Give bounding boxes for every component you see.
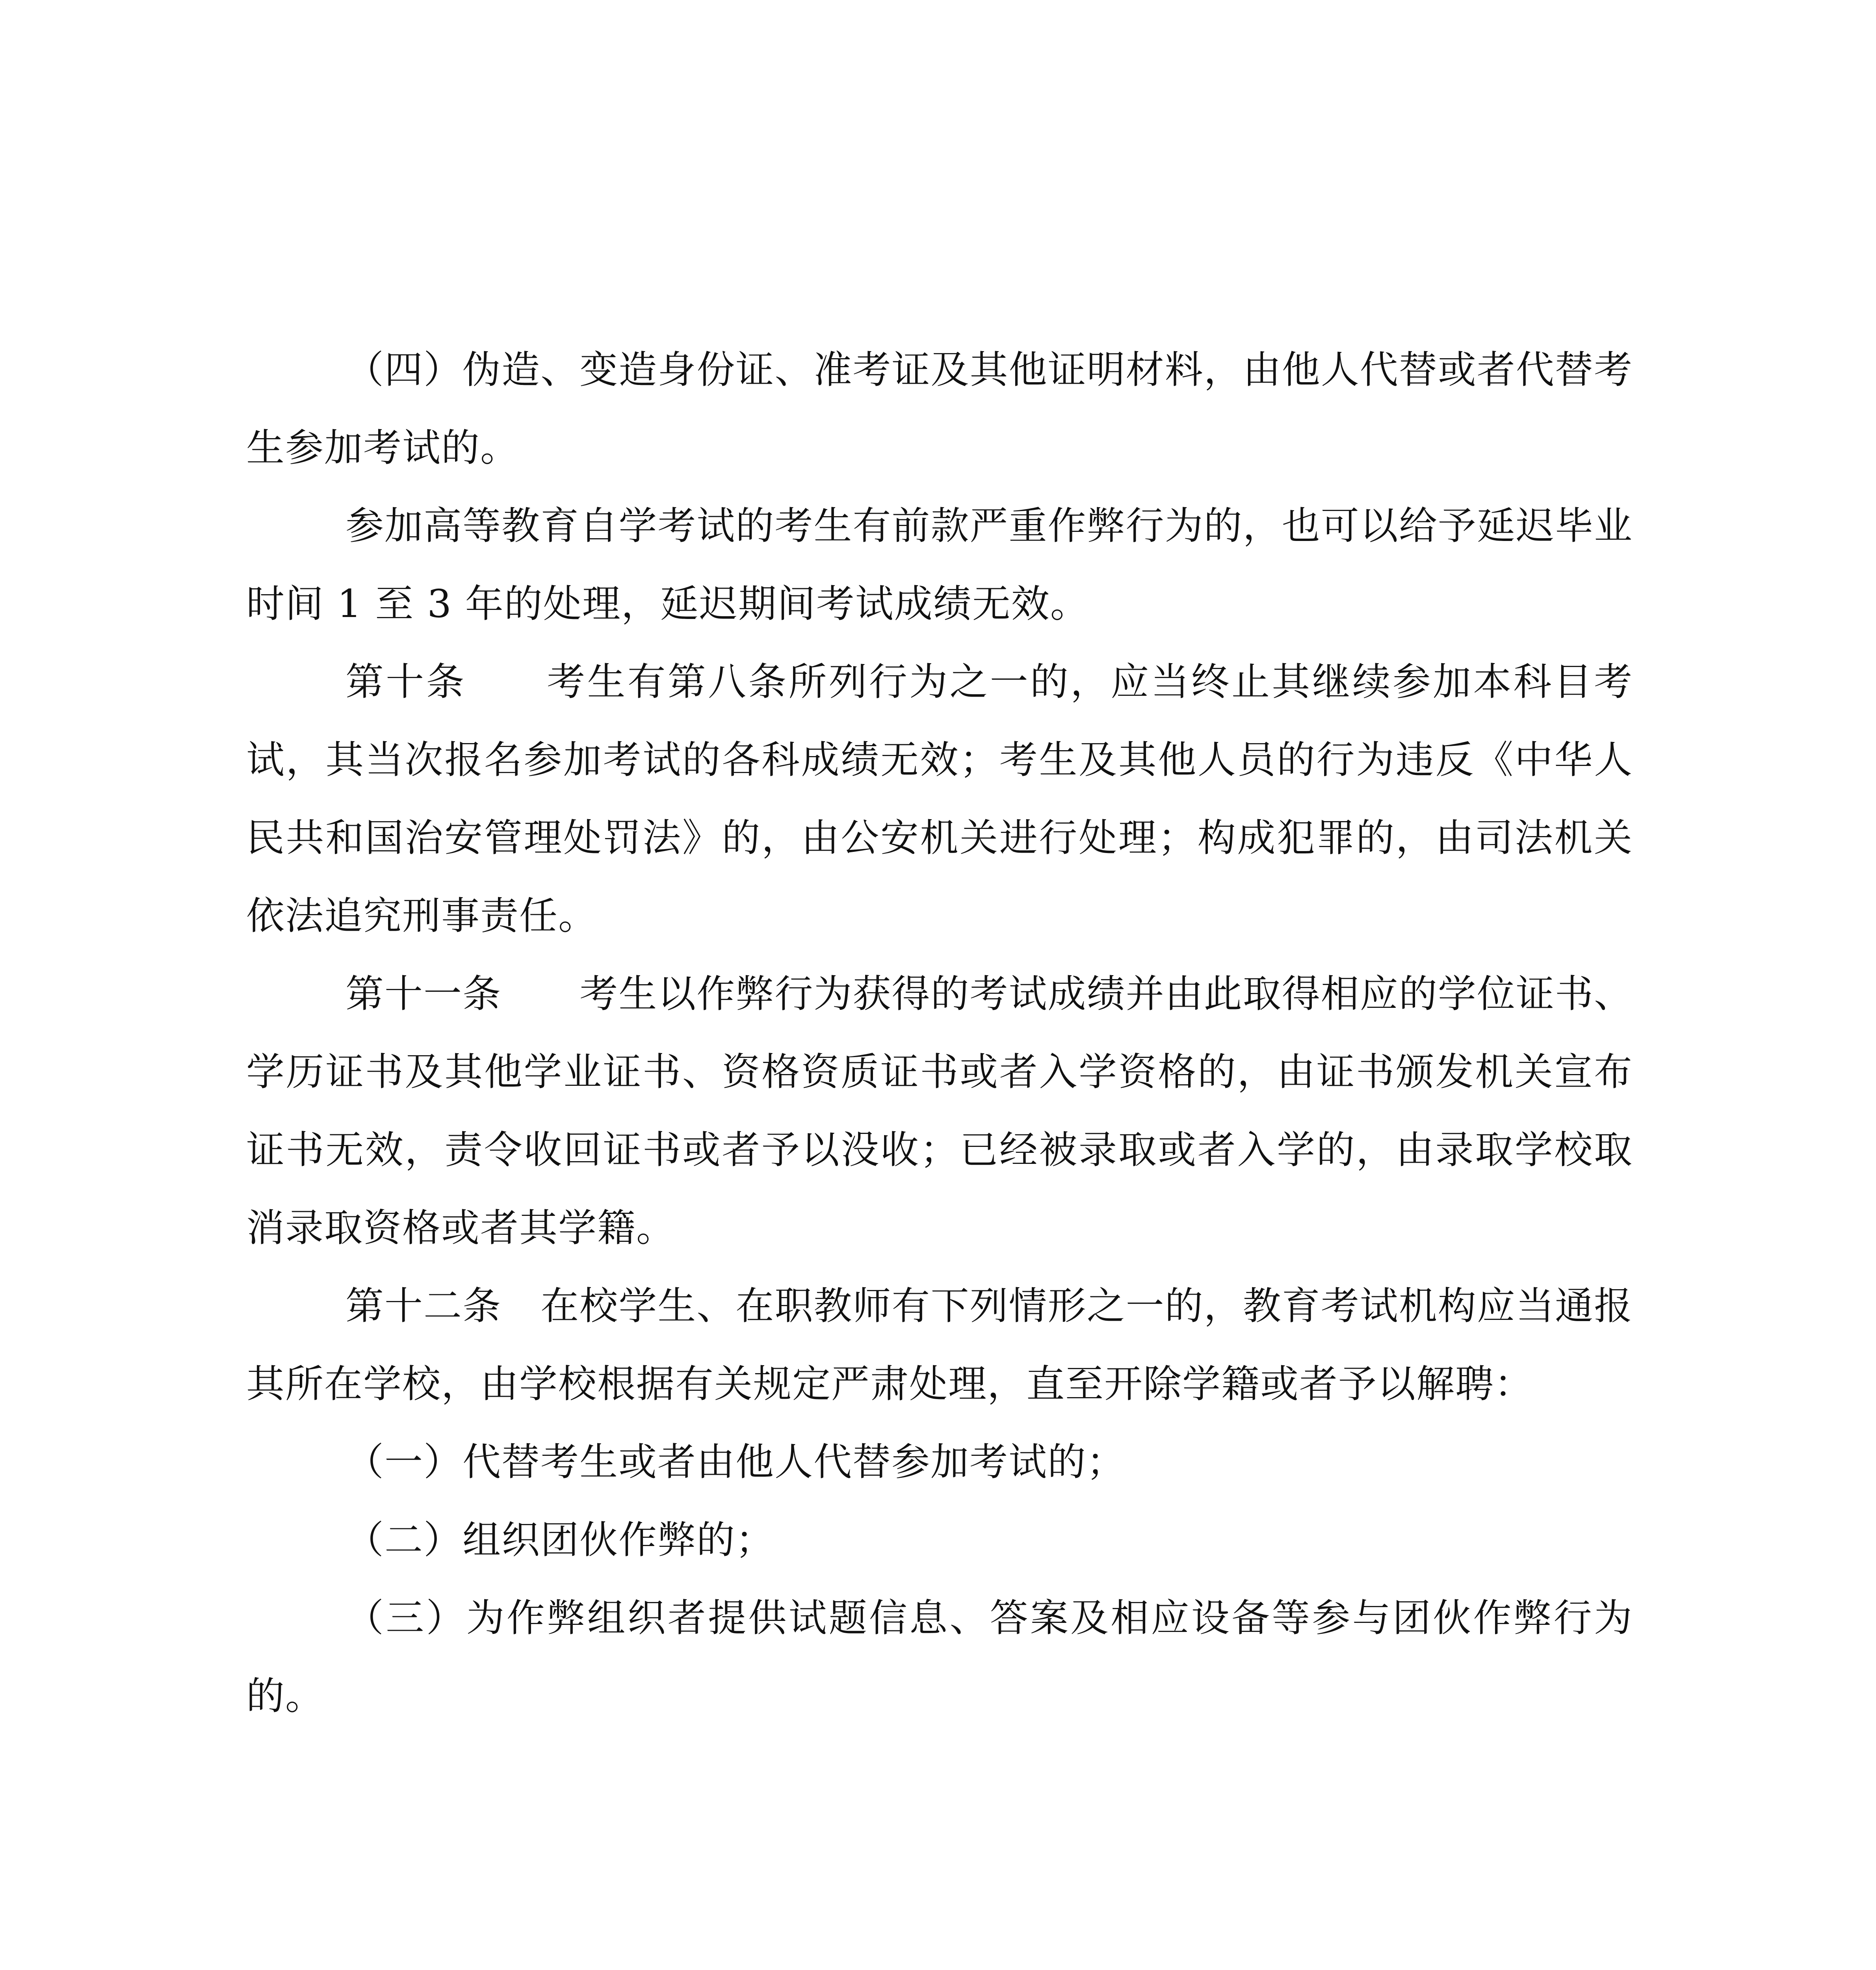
document-body — [246, 331, 1633, 1735]
paragraph-item-1-substitute: （一）代替考生或者由他人代替参加考试的； — [345, 1440, 1126, 1484]
paragraph-article-12: 第十二条 在校学生、在职教师有下列情形之一的，教育考试机构应当通报其所在学校，由学校根据有关规定严肃处理，直至开除学籍或者予以解聘： — [246, 1284, 1633, 1406]
paragraph-article-10: 第十条 考生有第八条所列行为之一的，应当终止其继续参加本科目考试，其当次报名参加考试的各科成绩无效；考生及其他人员的行为违反《中华人民共和国治安管理处罚法》的，由公安机关进行处理；构成犯罪的，由司法机关依法追究刑事责任。 — [246, 660, 1633, 938]
paragraph-item-3-providing-info: （三）为作弊组织者提供试题信息、答案及相应设备等参与团伙作弊行为的。 — [246, 1596, 1633, 1718]
paragraph-item-4-forgery: （四）伪造、变造身份证、准考证及其他证明材料，由他人代替或者代替考生参加考试的。 — [246, 348, 1633, 470]
paragraph-self-study-exam: 参加高等教育自学考试的考生有前款严重作弊行为的，也可以给予延迟毕业时间 1 至 3 年的处理，延迟期间考试成绩无效。 — [246, 504, 1633, 626]
paragraph-item-2-gang-cheating: （二）组织团伙作弊的； — [345, 1518, 775, 1562]
paragraph-article-11: 第十一条 考生以作弊行为获得的考试成绩并由此取得相应的学位证书、学历证书及其他学业证书、资格资质证书或者入学资格的，由证书颁发机关宣布证书无效，责令收回证书或者予以没收；已经被录取或者入学的，由录取学校取消录取资格或者其学籍。 — [246, 972, 1633, 1250]
